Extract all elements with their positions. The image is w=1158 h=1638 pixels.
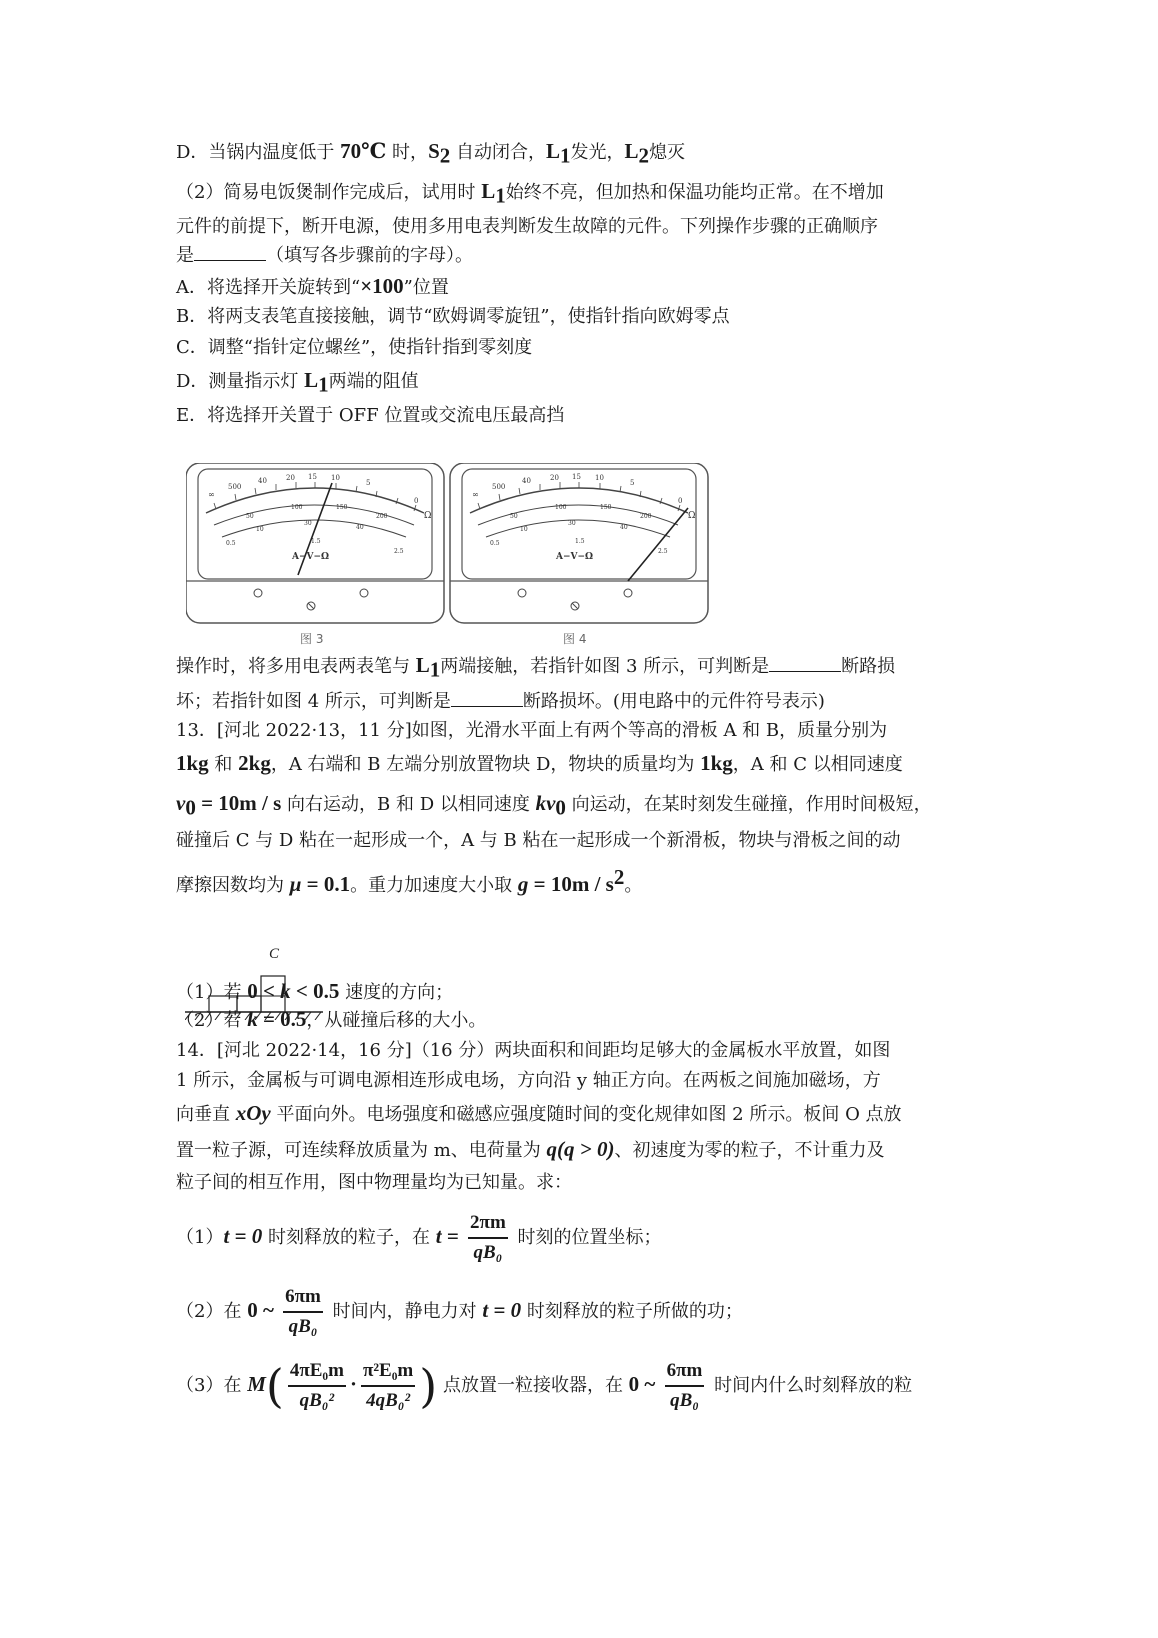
- omega-label: Ω: [424, 511, 432, 521]
- scale-label: 200: [376, 513, 388, 520]
- scale-label: 150: [336, 504, 348, 511]
- option-d-line: [176, 138, 685, 169]
- math: k: [247, 1007, 258, 1031]
- scale-label: 500: [228, 483, 242, 491]
- figure-caption-3: 图 3: [300, 632, 324, 646]
- math: xOy: [235, 1101, 271, 1125]
- scale-label: ∞: [208, 490, 215, 499]
- q14-line-4: [176, 1136, 884, 1164]
- velocity-value: = 10m / s: [195, 791, 282, 815]
- text: （2）简易电饭煲制作完成后，试用时: [176, 182, 482, 203]
- text: ”位置: [403, 277, 449, 298]
- denominator: qB₀: [288, 1316, 318, 1337]
- math: t = 0: [482, 1298, 522, 1322]
- numerator: 2πm: [468, 1211, 508, 1239]
- scale-label: ∞: [472, 490, 479, 499]
- answer-blank[interactable]: [769, 653, 841, 672]
- scale-label: 10: [331, 474, 340, 482]
- numerator: π²E₀m: [361, 1359, 415, 1387]
- label-c: C: [269, 946, 280, 962]
- scale-label: 1.5: [311, 538, 321, 545]
- scale-label: 0.5: [490, 540, 500, 547]
- scale-label: 40: [356, 524, 364, 531]
- text: 。: [624, 875, 643, 896]
- mu-symbol: μ: [289, 872, 302, 896]
- text: 点放置一粒接收器，在: [437, 1375, 629, 1396]
- q14-part-2: [176, 1282, 743, 1340]
- q14-line-3: [176, 1100, 902, 1128]
- text: （3）在: [176, 1375, 248, 1396]
- meter-label: A−V−Ω: [292, 552, 330, 562]
- scale-label: 500: [492, 483, 506, 491]
- text: 向垂直: [176, 1104, 236, 1125]
- text: 。重力加速度大小取: [350, 875, 518, 896]
- meter-fig3: [186, 463, 444, 623]
- text: 时，: [386, 142, 429, 163]
- math: 0 <: [247, 979, 281, 1003]
- text: 平面向外。电场强度和磁感应强度随时间的变化规律如图 2 所示。板间 O 点放: [270, 1104, 902, 1125]
- scale-label: 50: [246, 513, 254, 520]
- math: q(q > 0): [546, 1137, 615, 1161]
- scale-label: 100: [291, 504, 303, 511]
- switch-symbol: S: [428, 139, 440, 163]
- temp-value: 70℃: [340, 139, 387, 163]
- text: （2）在: [176, 1301, 248, 1322]
- q2-line-3: [176, 242, 473, 269]
- lamp-symbol: L: [481, 179, 496, 203]
- meter-fig4: [450, 463, 708, 623]
- text: 时刻释放的粒子所做的功；: [521, 1301, 743, 1322]
- text: （填写各步骤前的字母）。: [266, 245, 473, 266]
- text: （1）: [176, 1227, 224, 1248]
- q14-line-1: 14．[河北 2022·14，16 分]（16 分）两块面积和间距均足够大的金属板水平放置，如图: [176, 1040, 891, 1061]
- text: 操作时，将多用电表两表笔与: [176, 656, 416, 677]
- paren: (: [265, 1359, 284, 1413]
- superscript: 2: [613, 865, 625, 889]
- q13-sub-1: [176, 978, 453, 1006]
- range-value: ×100: [360, 274, 404, 298]
- denominator: 4qB₀²: [366, 1390, 411, 1411]
- text: 向运动，在某时刻发生碰撞，作用时间极短，: [565, 794, 932, 815]
- text: A．将选择开关旋转到“: [176, 277, 361, 298]
- text: ，A 和 C 以相同速度: [732, 754, 903, 775]
- scale-label: 1.5: [575, 538, 585, 545]
- math: 0 ~: [628, 1372, 661, 1396]
- text: 时间内，静电力对: [326, 1301, 483, 1322]
- text: 、初速度为零的粒子，不计重力及: [614, 1140, 885, 1161]
- scale-label: 40: [522, 477, 531, 485]
- scale-label: 10: [256, 526, 264, 533]
- operation-line-1: [176, 652, 895, 683]
- step-c: C．调整“指针定位螺丝”，使指针指到零刻度: [176, 337, 533, 358]
- text: 置一粒子源，可连续释放质量为 m、电荷量为: [176, 1140, 547, 1161]
- denominator: qB₀²: [299, 1390, 335, 1411]
- math: 0 ~: [247, 1298, 280, 1322]
- math: ·: [349, 1372, 357, 1396]
- text: 断路损: [841, 656, 896, 677]
- denominator: qB₀: [473, 1242, 503, 1263]
- q13-line-5: [176, 864, 642, 899]
- answer-blank[interactable]: [451, 688, 523, 707]
- subscript: 0: [555, 795, 566, 820]
- scale-label: 50: [510, 513, 518, 520]
- mass-value: 2kg: [238, 751, 271, 775]
- operation-line-2: [176, 688, 825, 715]
- scale-label: 20: [550, 474, 559, 482]
- fraction: [288, 1359, 346, 1413]
- multimeter-figures: [186, 463, 726, 643]
- mu-value: = 0.1: [301, 872, 351, 896]
- mass-value: 1kg: [700, 751, 733, 775]
- text: 两端接触，若指针如图 3 所示，可判断是: [440, 656, 770, 677]
- scale-label: 30: [568, 520, 576, 527]
- q13-line-1: 13．[河北 2022·13，11 分]如图，光滑水平面上有两个等高的滑板 A 和 B，质量分别为: [176, 720, 888, 741]
- text: （1）若: [176, 982, 248, 1003]
- scale-label: 0: [414, 497, 419, 505]
- text: 坏；若指针如图 4 所示，可判断是: [176, 691, 451, 712]
- math: = 0.5: [257, 1007, 307, 1031]
- q14-line-2: 1 所示，金属板与可调电源相连形成电场，方向沿 y 轴正方向。在两板之间施加磁场，方: [176, 1070, 881, 1091]
- q14-part-3: [176, 1352, 912, 1418]
- math: t = 0: [223, 1224, 263, 1248]
- math: < 0.5: [290, 979, 340, 1003]
- fraction: [665, 1359, 705, 1413]
- q13-line-2: [176, 750, 903, 778]
- q14-line-5: 粒子间的相互作用，图中物理量均为已知量。求：: [176, 1172, 572, 1193]
- scale-label: 15: [572, 473, 581, 481]
- math: M: [247, 1372, 266, 1396]
- scale-label: 0.5: [226, 540, 236, 547]
- q13-sub-2: [176, 1006, 486, 1034]
- numerator: 6πm: [283, 1285, 323, 1313]
- pointer-needle: [628, 508, 688, 581]
- q13-line-4: 碰撞后 C 与 D 粘在一起形成一个，A 与 B 粘在一起形成一个新滑板，物块与滑板之间的动: [176, 830, 901, 851]
- scale-label: 20: [286, 474, 295, 482]
- text: 自动闭合，: [450, 142, 546, 163]
- subscript: 2: [638, 143, 650, 168]
- scale-label: 15: [308, 473, 317, 481]
- text: D．测量指示灯: [176, 371, 305, 392]
- subscript: 1: [560, 143, 571, 168]
- scale-label: 40: [258, 477, 267, 485]
- q2-line-2: 元件的前提下，断开电源，使用多用电表判断发生故障的元件。下列操作步骤的正确顺序: [176, 216, 878, 237]
- lamp-symbol: L: [624, 139, 639, 163]
- text: 摩擦因数均为: [176, 875, 290, 896]
- subscript: 1: [495, 183, 506, 208]
- text: 是: [176, 245, 194, 266]
- meter-label: A−V−Ω: [556, 552, 594, 562]
- velocity-symbol: v: [176, 791, 186, 815]
- subscript: 2: [439, 143, 451, 168]
- paren: ): [419, 1359, 438, 1413]
- scale-label: 150: [600, 504, 612, 511]
- subscript: 1: [429, 657, 441, 682]
- g-value: = 10m / s: [528, 872, 614, 896]
- velocity-symbol: kv: [535, 791, 556, 815]
- text: 时间内什么时刻释放的粒: [708, 1375, 913, 1396]
- math: k: [280, 979, 291, 1003]
- text: （2）若: [176, 1010, 248, 1031]
- answer-blank[interactable]: [194, 242, 266, 261]
- text: 发光，: [570, 142, 625, 163]
- scale-label: 10: [520, 526, 528, 533]
- fraction: [468, 1211, 508, 1265]
- text: 始终不亮，但加热和保温功能均正常。在不增加: [505, 182, 884, 203]
- step-b: B．将两支表笔直接接触，调节“欧姆调零旋钮”，使指针指向欧姆零点: [176, 306, 730, 327]
- scale-label: 2.5: [394, 548, 404, 555]
- scale-label: 2.5: [658, 548, 668, 555]
- scale-label: 100: [555, 504, 567, 511]
- g-symbol: g: [517, 872, 529, 896]
- text: ，从碰撞后移的大小。: [306, 1010, 487, 1031]
- text: 时刻的位置坐标；: [511, 1227, 662, 1248]
- q2-line-1: [176, 178, 884, 209]
- text: ，A 右端和 B 左端分别放置物块 D，物块的质量均为: [270, 754, 701, 775]
- step-a: [176, 273, 449, 301]
- text: 向右运动，B 和 D 以相同速度: [281, 794, 536, 815]
- mass-value: 1kg: [176, 751, 209, 775]
- scale-label: 0: [678, 497, 683, 505]
- scale-label: 200: [640, 513, 652, 520]
- fraction: [283, 1285, 323, 1339]
- step-d: [176, 367, 419, 398]
- text: 和: [208, 754, 239, 775]
- text: 时刻释放的粒子，在: [262, 1227, 436, 1248]
- figure-caption-4: 图 4: [563, 632, 587, 646]
- scale-label: 5: [630, 479, 635, 487]
- text: 速度的方向；: [339, 982, 454, 1003]
- math: t =: [435, 1224, 465, 1248]
- scale-label: 5: [366, 479, 371, 487]
- numerator: 6πm: [665, 1359, 705, 1387]
- fraction: [361, 1359, 415, 1413]
- subscript: 0: [185, 795, 196, 820]
- text: 两端的阻值: [328, 371, 419, 392]
- subscript: 1: [318, 372, 329, 397]
- scale-label: 30: [304, 520, 312, 527]
- text: 断路损坏。(用电路中的元件符号表示): [522, 691, 825, 712]
- scale-label: 10: [595, 474, 604, 482]
- lamp-symbol: L: [304, 368, 319, 392]
- scale-label: 40: [620, 524, 628, 531]
- text: D．当锅内温度低于: [176, 142, 341, 163]
- omega-label: Ω: [688, 511, 696, 521]
- text: 熄灭: [649, 142, 686, 163]
- q13-line-3: [176, 790, 932, 821]
- q14-part-1: [176, 1208, 662, 1266]
- lamp-symbol: L: [545, 139, 560, 163]
- lamp-symbol: L: [415, 653, 430, 677]
- denominator: qB₀: [670, 1390, 699, 1411]
- numerator: 4πE₀m: [288, 1359, 346, 1387]
- step-e: E．将选择开关置于 OFF 位置或交流电压最高挡: [176, 405, 565, 426]
